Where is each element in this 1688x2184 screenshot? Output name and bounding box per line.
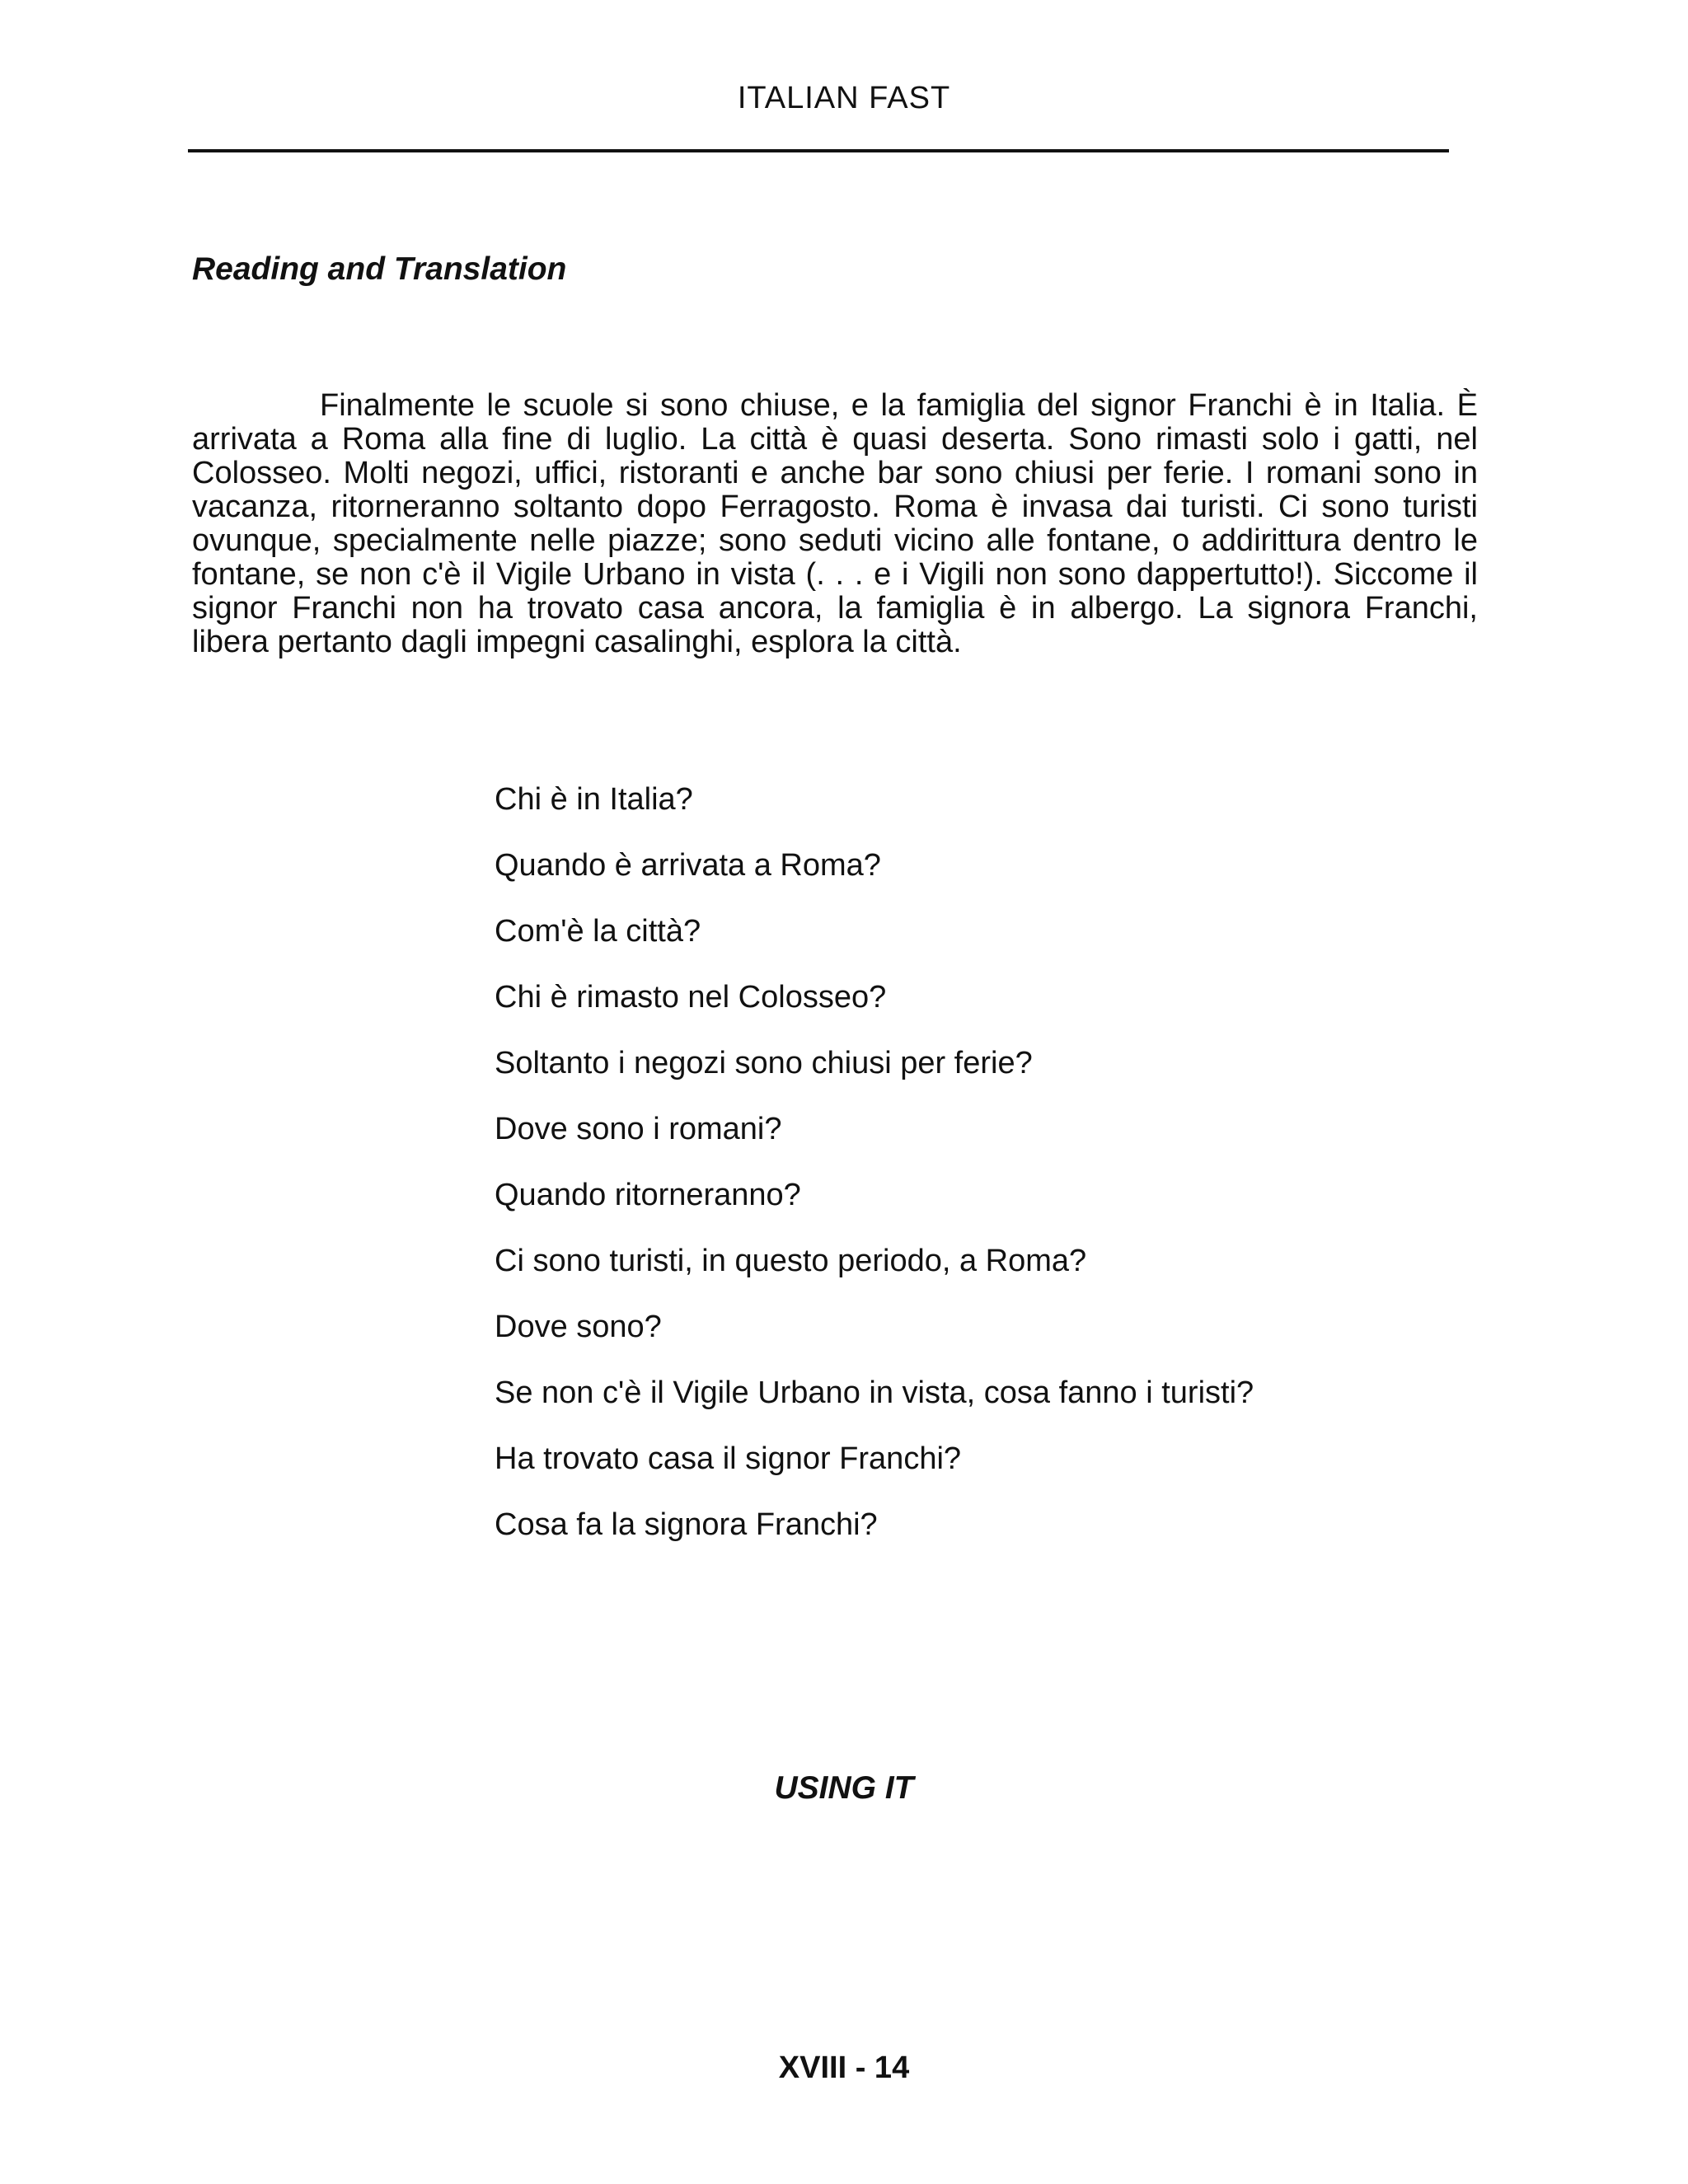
question-item: Com'è la città? [495, 914, 701, 949]
section-title: Reading and Translation [192, 251, 567, 287]
header-rule [188, 149, 1449, 152]
question-item: Cosa fa la signora Franchi? [495, 1507, 878, 1542]
question-item: Ci sono turisti, in questo periodo, a Roma? [495, 1244, 1087, 1278]
reading-passage: Finalmente le scuole si sono chiuse, e la famiglia del signor Franchi è in Italia. È arrivata a Roma alla fine di luglio. La città è quasi deserta. Sono rimasti solo i gatti, nel Colosseo. Molti negozi, uffici, ristoranti e anche bar sono chiusi per ferie. I romani sono in vacanza, ritorneranno soltanto dopo Ferragosto. Roma è invasa dai turisti. Ci sono turisti ovunque, specialmente nelle piazze; sono seduti vicino alle fontane, o addirittura dentro le fontane, se non c'è il Vigile Urbano in vista (. . . e i Vigili non sono dappertutto!). Siccome il signor Franchi non ha trovato casa ancora, la famiglia è in albergo. La signora Franchi, libera pertanto dagli impegni casalinghi, esplora la città. [192, 388, 1478, 659]
question-item: Se non c'è il Vigile Urbano in vista, cosa fanno i turisti? [495, 1376, 1254, 1410]
question-item: Soltanto i negozi sono chiusi per ferie? [495, 1046, 1033, 1080]
question-item: Ha trovato casa il signor Franchi? [495, 1441, 962, 1476]
next-section-title: USING IT [774, 1770, 914, 1806]
question-item: Quando è arrivata a Roma? [495, 848, 881, 883]
question-item: Dove sono i romani? [495, 1112, 782, 1146]
comprehension-questions [495, 781, 1254, 1572]
question-item: Chi è rimasto nel Colosseo? [495, 980, 887, 1015]
question-item: Chi è in Italia? [495, 782, 693, 817]
question-item: Quando ritorneranno? [495, 1178, 801, 1212]
running-header: ITALIAN FAST [737, 81, 951, 115]
question-item: Dove sono? [495, 1310, 662, 1344]
page-number: XVIII - 14 [778, 2050, 910, 2085]
